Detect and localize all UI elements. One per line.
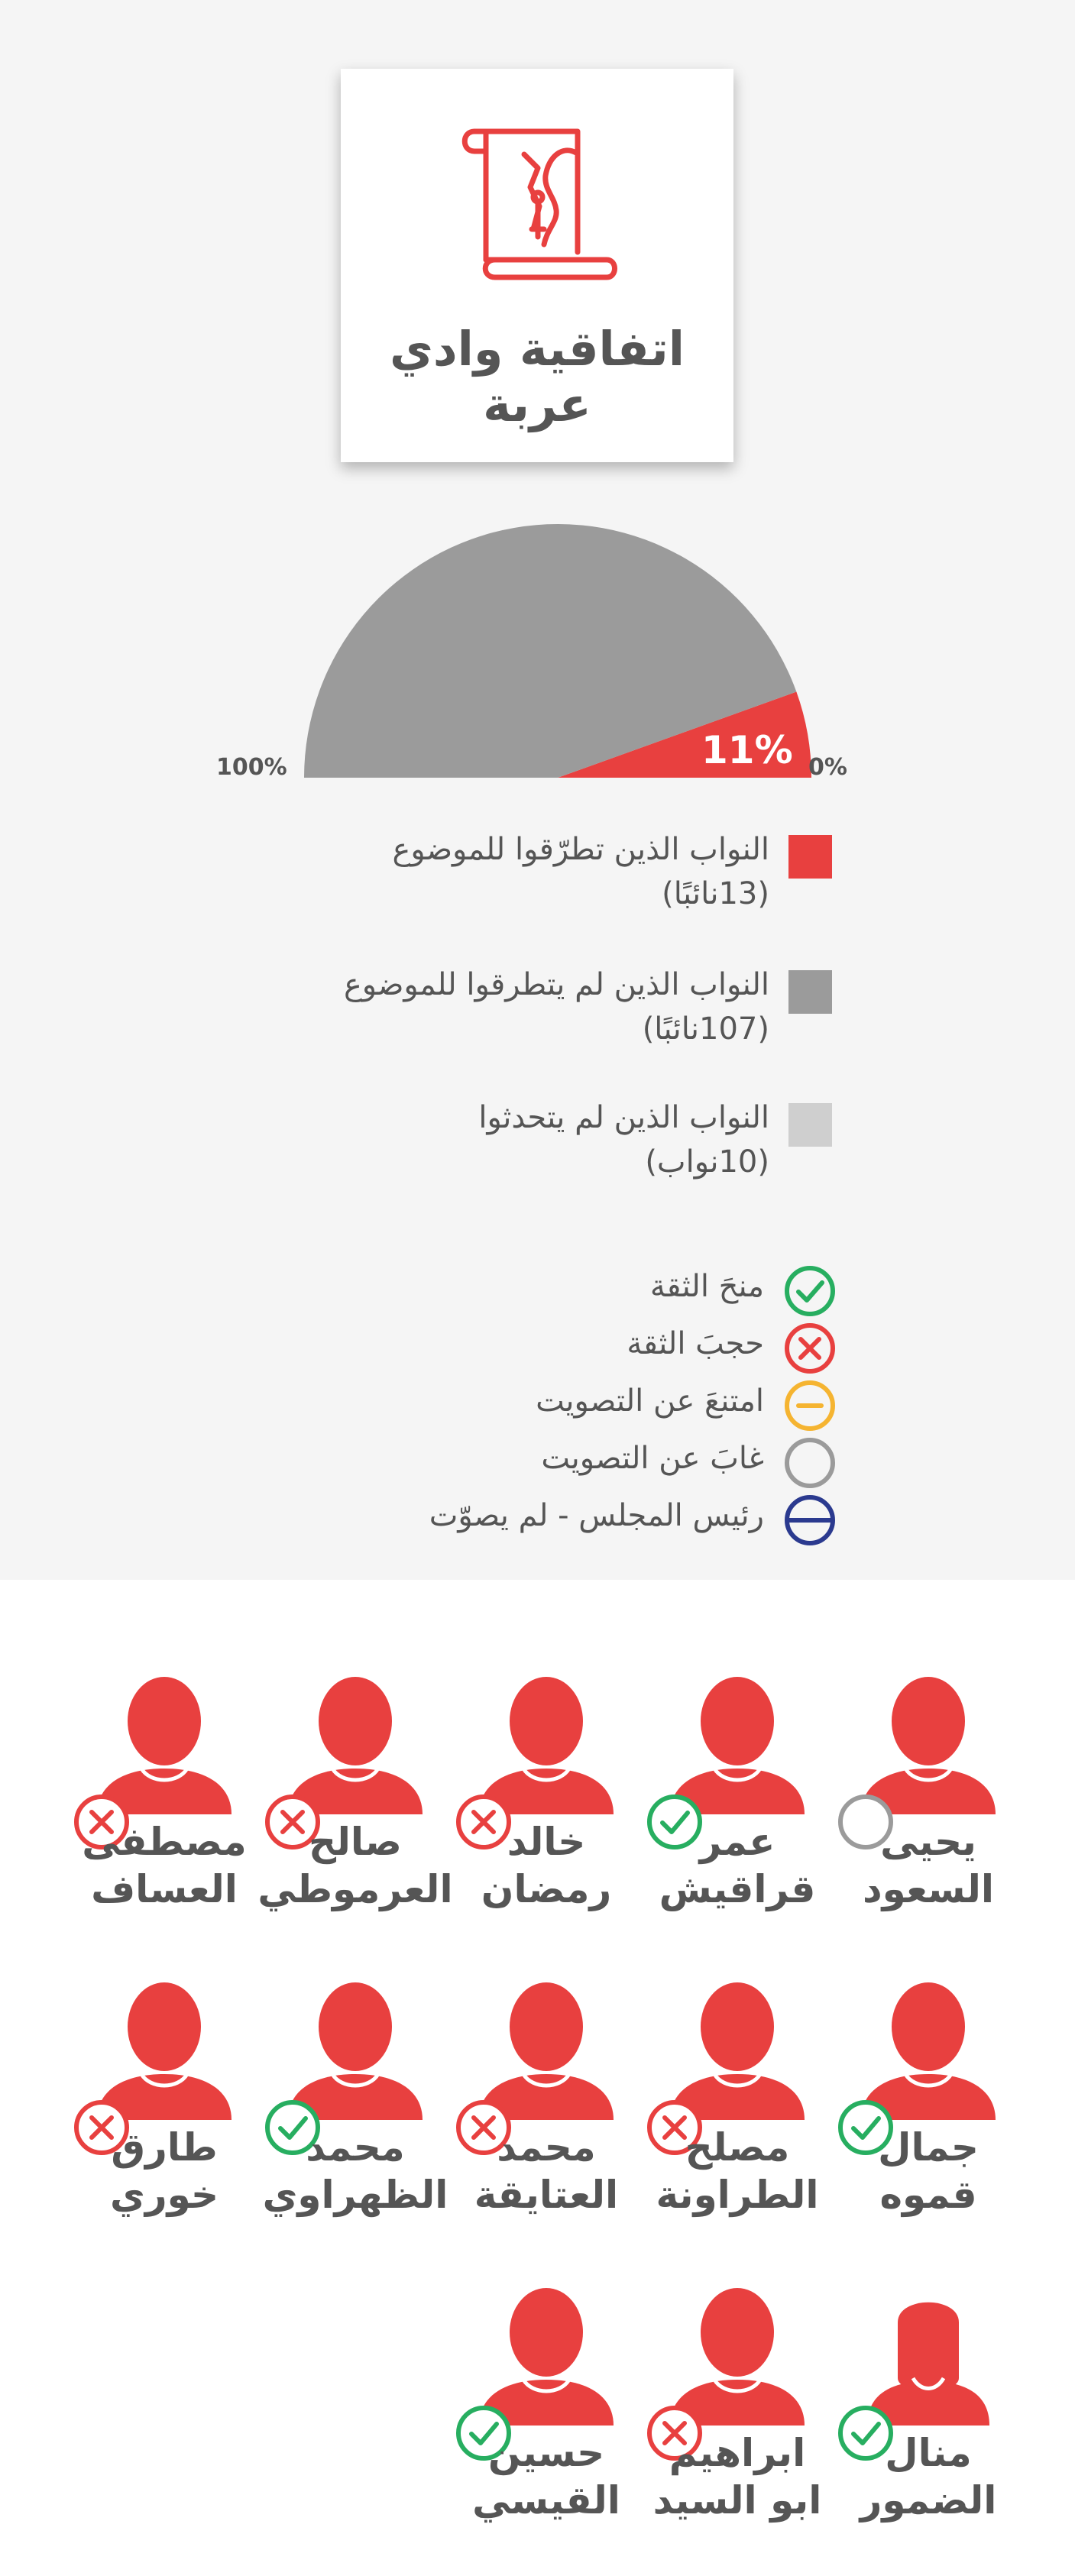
mp-name — [821, 2429, 1035, 2524]
mp-first-name: عمر — [699, 1820, 775, 1864]
mp-card — [73, 1677, 256, 1929]
vote-key-label: منحَ الثقة — [649, 1269, 764, 1304]
vote-key-label: حجبَ الثقة — [627, 1326, 764, 1361]
legend-swatch-gray — [788, 970, 832, 1014]
mp-name — [439, 1818, 653, 1913]
mp-name — [630, 2124, 844, 2218]
pie-label-0-percent: 0% — [808, 754, 847, 781]
page-title: اتفاقية وادي عربة — [390, 321, 685, 432]
mp-card — [73, 1982, 256, 2235]
mp-name — [821, 2124, 1035, 2218]
legend-label: النواب الذين لم يتحدثوا — [478, 1100, 769, 1135]
mp-last-name: قموه — [879, 2173, 977, 2217]
mp-card — [646, 1982, 829, 2235]
mp-name — [630, 2429, 844, 2524]
legend-label: النواب الذين تطرّقوا للموضوع — [392, 832, 769, 867]
legend-swatch-red — [788, 835, 832, 879]
mp-last-name: العساف — [91, 1867, 238, 1911]
mp-last-name: العتايقة — [474, 2173, 619, 2217]
absent-icon — [783, 1436, 837, 1490]
mp-first-name: خالد — [507, 1820, 586, 1864]
mp-card — [455, 1982, 638, 2235]
mp-last-name: رمضان — [481, 1867, 612, 1911]
mp-first-name: طارق — [111, 2125, 218, 2170]
vote-key-confidence — [302, 1264, 837, 1318]
mp-first-name: يحيى — [880, 1820, 976, 1864]
mp-last-name: الضمور — [860, 2478, 997, 2523]
mp-card — [837, 1677, 1020, 1929]
pie-slice-value-label: 11% — [701, 728, 793, 772]
minus-icon — [783, 1379, 837, 1432]
mp-first-name: صالح — [309, 1820, 402, 1864]
legend-swatch-light-gray — [788, 1103, 832, 1147]
legend-label: النواب الذين لم يتطرقوا للموضوع — [343, 967, 769, 1002]
mp-last-name: ابو السيد — [652, 2478, 822, 2523]
mp-name — [248, 1818, 462, 1913]
mp-last-name: العرموطي — [257, 1867, 453, 1911]
speaker-icon — [783, 1493, 837, 1547]
vote-key-no-confidence — [302, 1322, 837, 1375]
mp-name — [248, 2124, 462, 2218]
mp-last-name: خوري — [110, 2173, 219, 2217]
mp-first-name: حسين — [487, 2431, 605, 2475]
vote-key-label: غابَ عن التصويت — [541, 1441, 764, 1476]
vote-key-speaker — [302, 1493, 837, 1547]
mp-first-name: مصطفى — [82, 1820, 247, 1864]
mp-name — [630, 1818, 844, 1913]
pie-label-100-percent: 100% — [216, 754, 287, 781]
mp-card — [837, 2288, 1020, 2540]
mp-name — [439, 2124, 653, 2218]
mp-last-name: قراقيش — [659, 1867, 816, 1911]
mp-card — [257, 1677, 453, 1929]
mp-card — [264, 1982, 447, 2235]
mp-card — [646, 1677, 829, 1929]
mp-first-name: منال — [885, 2431, 972, 2475]
legend-count: (10نواب) — [645, 1144, 769, 1180]
legend-count: (13نائبًا) — [662, 876, 769, 911]
mp-card — [455, 1677, 638, 1929]
vote-key-absent — [302, 1436, 837, 1490]
mp-first-name: مصلح — [685, 2125, 790, 2170]
x-icon — [783, 1322, 837, 1375]
mp-first-name: جمال — [878, 2125, 979, 2170]
legend-count: (107نائبًا) — [642, 1011, 769, 1047]
mp-name — [57, 2124, 271, 2218]
mp-last-name: الظهراوي — [262, 2173, 448, 2217]
mp-last-name: القيسي — [472, 2478, 620, 2523]
vote-key-abstained — [302, 1379, 837, 1432]
mp-first-name: ابراهيم — [669, 2431, 806, 2475]
mp-last-name: السعود — [862, 1867, 995, 1911]
mp-name — [57, 1818, 271, 1913]
check-icon — [783, 1264, 837, 1318]
mp-card — [646, 2288, 829, 2540]
mp-first-name: محمد — [497, 2125, 596, 2170]
mp-last-name: الطراونة — [656, 2173, 819, 2217]
vote-key-label: امتنعَ عن التصويت — [536, 1383, 764, 1419]
mp-card — [837, 1982, 1020, 2235]
mp-card — [455, 2288, 638, 2540]
mp-name — [439, 2429, 653, 2524]
mp-name — [821, 1818, 1035, 1913]
mp-first-name: محمد — [306, 2125, 405, 2170]
vote-key-label: رئيس المجلس - لم يصوّت — [429, 1498, 764, 1533]
pie-chart — [0, 0, 1075, 794]
